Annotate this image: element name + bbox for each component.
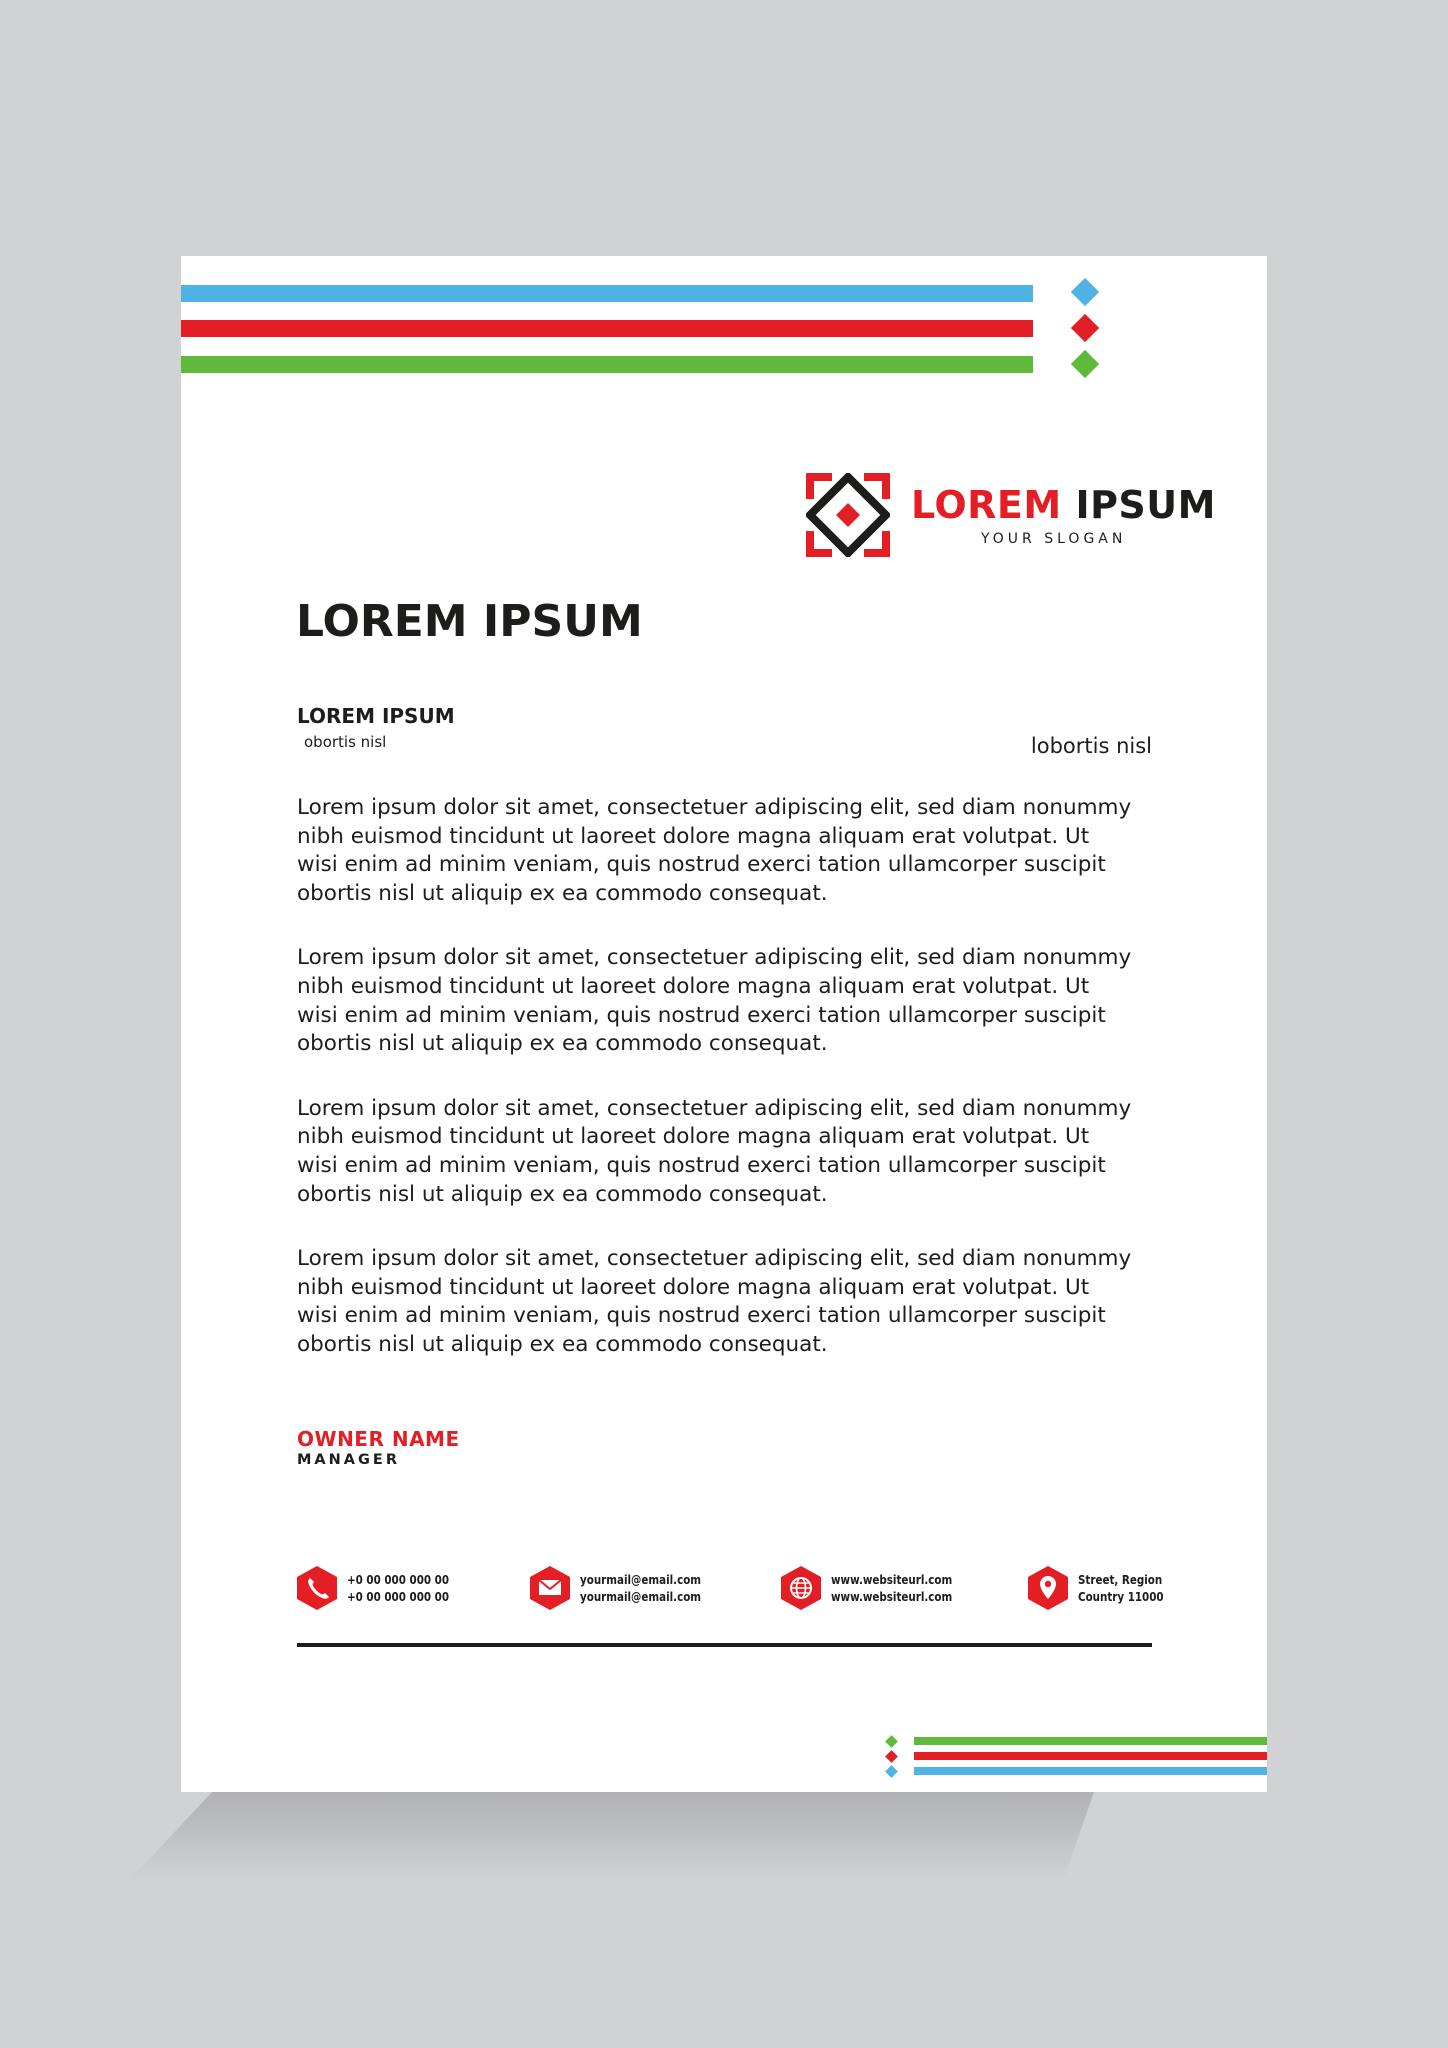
contact-line: www.websiteurl.com — [831, 1590, 953, 1604]
top-stripe-blue — [181, 285, 1033, 302]
footer-divider — [297, 1643, 1152, 1647]
email-icon — [530, 1566, 570, 1610]
body-paragraph: Lorem ipsum dolor sit amet, consectetuer adipiscing elit, sed diam nonummy nibh euismod tincidunt ut laoreet dolore magna aliquam erat volutpat. Ut wisi enim ad minim veniam, quis nostrud exerci tation ullamcorper suscipit obortis nisl ut aliquip ex ea commodo consequat. — [297, 795, 1132, 906]
owner-role: MANAGER — [297, 1452, 400, 1468]
owner-name: OWNER NAME — [297, 1427, 460, 1451]
recipient-subtitle: obortis nisl — [304, 733, 387, 751]
body-paragraph: Lorem ipsum dolor sit amet, consectetuer adipiscing elit, sed diam nonummy nibh euismod tincidunt ut laoreet dolore magna aliquam erat volutpat. Ut wisi enim ad minim veniam, quis nostrud exerci tation ullamcorper suscipit obortis nisl ut aliquip ex ea commodo consequat. — [297, 1095, 1132, 1207]
top-diamond-green-icon — [1071, 350, 1099, 378]
contact-line: Country 11000 — [1078, 1590, 1164, 1604]
letter-date: lobortis nisl — [1030, 734, 1152, 758]
page-shadow — [128, 1792, 1178, 1882]
bottom-diamond-blue-icon — [885, 1765, 898, 1778]
contact-line: +0 00 000 000 00 — [347, 1590, 450, 1604]
contact-website-lines — [831, 1572, 952, 1606]
contact-address-lines — [1078, 1572, 1164, 1606]
bottom-diamond-red-icon — [885, 1750, 898, 1763]
body-paragraph: Lorem ipsum dolor sit amet, consectetuer adipiscing elit, sed diam nonummy nibh euismod tincidunt ut laoreet dolore magna aliquam erat volutpat. Ut wisi enim ad minim veniam, quis nostrud exerci tation ullamcorper suscipit obortis nisl ut aliquip ex ea commodo consequat. — [297, 1246, 1132, 1357]
top-diamond-blue-icon — [1071, 278, 1099, 306]
recipient-name: LOREM IPSUM — [297, 704, 455, 728]
bottom-diamond-green-icon — [885, 1735, 898, 1748]
logo-slogan: YOUR SLOGAN — [981, 531, 1127, 547]
contact-line: www.websiteurl.com — [831, 1573, 953, 1587]
bottom-stripe-green — [914, 1737, 1267, 1745]
top-diamond-red-icon — [1071, 314, 1099, 342]
body-paragraph: Lorem ipsum dolor sit amet, consectetuer adipiscing elit, sed diam nonummy nibh euismod tincidunt ut laoreet dolore magna aliquam erat volutpat. Ut wisi enim ad minim veniam, quis nostrud exerci tation ullamcorper suscipit obortis nisl ut aliquip ex ea commodo consequat. — [297, 945, 1132, 1057]
contact-line: Street, Region — [1078, 1573, 1163, 1587]
letter-body — [297, 794, 1177, 1396]
logo-wordmark — [911, 483, 1216, 527]
letterhead-page — [181, 256, 1267, 1792]
top-stripe-green — [181, 356, 1033, 373]
contact-email-lines — [580, 1572, 701, 1606]
contact-line: +0 00 000 000 00 — [347, 1573, 450, 1587]
bottom-stripe-red — [914, 1752, 1267, 1760]
contact-phone-lines — [347, 1572, 449, 1606]
logo-name-part1: LOREM — [911, 483, 1062, 527]
bottom-stripe-blue — [914, 1767, 1267, 1775]
location-pin-icon — [1028, 1566, 1068, 1610]
logo-name-part2: IPSUM — [1075, 483, 1216, 527]
top-stripe-red — [181, 320, 1033, 337]
diamond-frame-logo-icon — [806, 473, 890, 557]
contact-line: yourmail@email.com — [580, 1573, 702, 1587]
contact-line: yourmail@email.com — [580, 1590, 702, 1604]
letter-title: LOREM IPSUM — [296, 596, 643, 647]
globe-icon — [781, 1566, 821, 1610]
phone-icon — [297, 1566, 337, 1610]
company-logo — [806, 473, 1226, 573]
